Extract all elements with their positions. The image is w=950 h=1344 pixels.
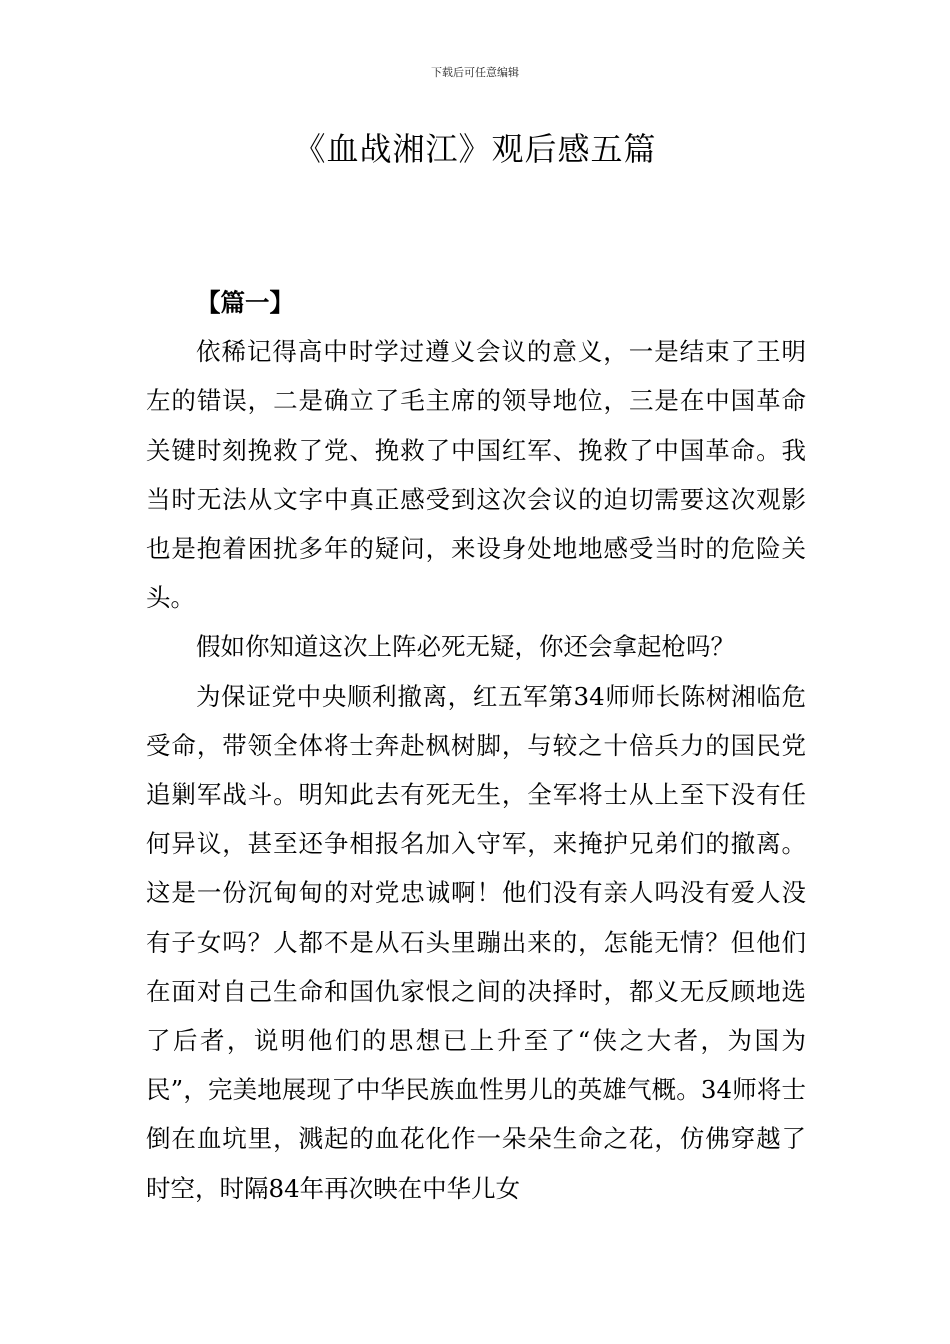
paragraph-1: 依稀记得高中时学过遵义会议的意义，一是结束了王明左的错误，二是确立了毛主席的领导地位，三是在中国革命关键时刻挽救了党、挽救了中国红军、挽救了中国革命。我当时无法从文字中真正感受到这次会议的迫切需要这次观影也是抱着困扰多年的疑问，来设身处地地感受当时的危险关头。 — [146, 337, 806, 613]
paragraph-3: 为保证党中央顺利撤离，红五军第34师师长陈树湘临危受命，带领全体将士奔赴枫树脚，与较之十倍兵力的国民党追剿军战斗。明知此去有死无生，全军将士从上至下没有任何异议，甚至还争相报名加入守军，来掩护兄弟们的撤离。这是一份沉甸甸的对党忠诚啊！他们没有亲人吗没有爱人没有子女吗？人都不是从石头里蹦出来的，怎能无情？但他们在面对自己生命和国仇家恨之间的决择时，都义无反顾地选了后者，说明他们的思想已上升至了“侠之大者，为国为民”，完美地展现了中华民族血性男儿的英雄气概。34师将士倒在血坑里，溅起的血花化作一朵朵生命之花，仿佛穿越了时空，时隔84年再次映在中华儿女 — [146, 681, 806, 1203]
article-body — [146, 278, 806, 1213]
paragraph-2: 假如你知道这次上阵必死无疑，你还会拿起枪吗？ — [196, 632, 735, 662]
section-heading: 【篇一】 — [196, 288, 294, 317]
page-header-note: 下载后可任意编辑 — [431, 66, 519, 79]
document-title: 《血战湘江》观后感五篇 — [293, 130, 657, 168]
